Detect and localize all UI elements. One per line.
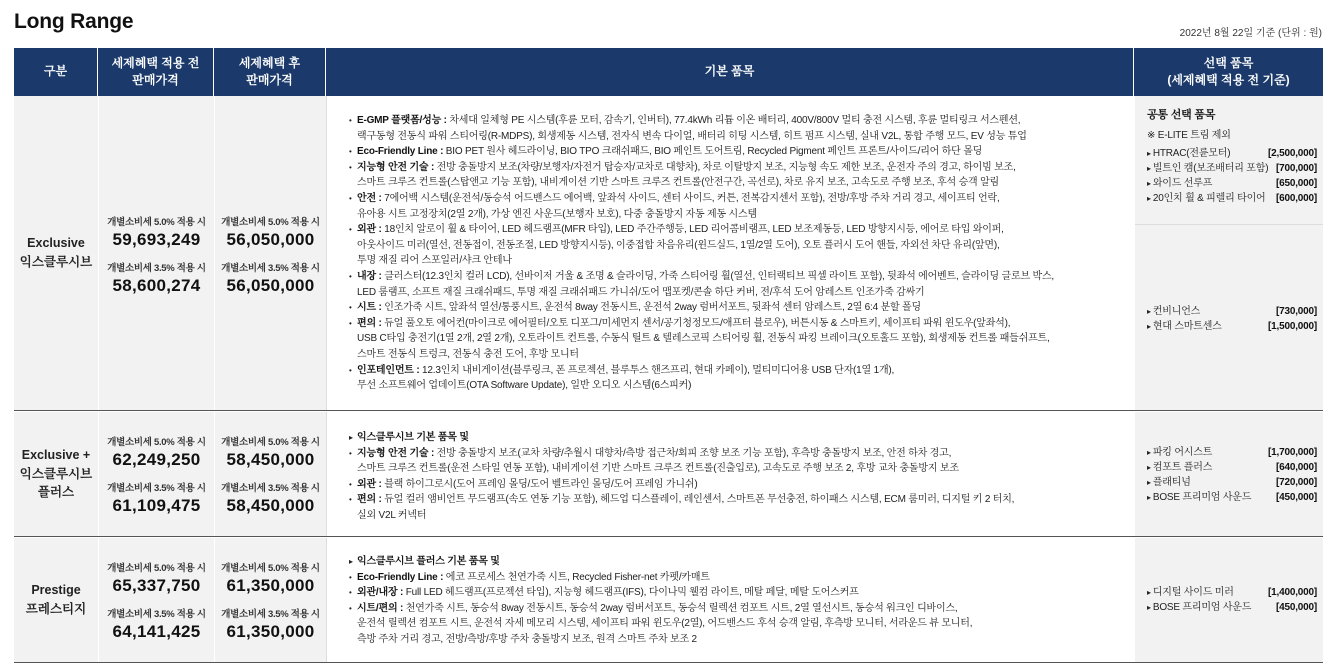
feature-text: BIO PET 원사 헤드라이닝, BIO TPO 크래쉬패드, BIO 페인트 도어트림, Recycled Pigment 페인트 프론트/사이드/리어 하단 몰딩 bbox=[443, 146, 983, 158]
option-name: ▸ 디지털 사이드 미러 bbox=[1147, 585, 1234, 600]
tax-label: 개별소비세 3.5% 적용 시 bbox=[221, 263, 320, 274]
tax-label: 개별소비세 5.0% 적용 시 bbox=[221, 563, 320, 574]
feature-key: 편의 : bbox=[357, 494, 382, 506]
price-value: 64,141,425 bbox=[112, 622, 201, 641]
feature-item: • E-GMP 플랫폼/성능 : 차세대 일체형 PE 시스템(후륜 모터, 감속기, 인버터), 77.4kWh 리튬 이온 배터리, 400V/800V 멀티 충전 시스템, 후륜 멀티링크 서스펜션, 랙구동형 전동식 파워 스티어링(R-MDPS), 회생제동 시스템, 전자식 변속 다이얼, 배터리 히팅 시스템, 히트 펌프 시스템, 실내 V2L, 통합 주행 모드, EV 성능 튜업 bbox=[349, 113, 1128, 144]
feature-item: • 안전 : 7에어백 시스템(운전석/동승석 어드밴스드 에어백, 앞좌석 사이드, 센터 사이드, 커튼, 전복감지센서 포함), 전방/후방 주차 거리 경고, 세이프티 언락, 유아용 시트 고정장치(2열 2개), 가상 엔진 사운드(보행자 보호), 다중 충돌방지 자동 제동 시스템 bbox=[349, 191, 1128, 222]
header-price-before bbox=[98, 48, 214, 96]
trim-name-kr: 익스클루시브 bbox=[19, 466, 93, 481]
header-price-before-line1: 세제혜택 적용 전 bbox=[111, 55, 200, 70]
basic-features-cell bbox=[326, 96, 1134, 410]
feature-text-cont: 측방 주차 거리 경고, 전방/측방/후방 주차 충돌방지 보조, 원격 스마트 주차 보조 2 bbox=[357, 633, 697, 645]
common-options-title: 공통 선택 품목 bbox=[1147, 109, 1216, 121]
option-price: [720,000] bbox=[1275, 477, 1317, 488]
feature-item: • 내장 : 클러스터(12.3인치 컬러 LCD), 선바이저 거울 & 조명 & 슬라이딩, 가죽 스티어링 휠(열선, 인터랙티브 픽셀 라이트 포함), 뒷좌석 에어벤트, 슬라이딩 글로브 박스, LED 룸램프, 소프트 재질 크래쉬패드, 투명 재질 크래쉬패드 가니쉬/도어 맵포켓/콘솔 하단 커버, 전/후석 도어 암레스트 인조가죽 감싸기 bbox=[349, 269, 1128, 300]
option-price: [1,700,000] bbox=[1268, 447, 1317, 458]
feature-key: 시트/편의 : bbox=[357, 602, 404, 614]
feature-text: 전방 충돌방지 보조(차량/보행자/자전거 탑승자/교차로 대향차), 차로 이탈방지 보조, 지능형 속도 제한 보조, 운전자 주의 경고, 하이빔 보조, bbox=[434, 161, 1016, 173]
header-basic-label: 기본 품목 bbox=[704, 64, 755, 79]
option-name: ▸ BOSE 프리미엄 사운드 bbox=[1147, 490, 1251, 505]
feature-text-cont: 유아용 시트 고정장치(2열 2개), 가상 엔진 사운드(보행자 보호), 다중 충돌방지 자동 제동 시스템 bbox=[357, 208, 757, 220]
option-item bbox=[1147, 191, 1317, 206]
option-name: ▸ HTRAC(전륜모터) bbox=[1147, 146, 1230, 161]
feature-item: • Eco-Friendly Line : BIO PET 원사 헤드라이닝, BIO TPO 크래쉬패드, BIO 페인트 도어트림, Recycled Pigment 페인트 프론트/사이드/리어 하단 몰딩 bbox=[349, 146, 983, 158]
price-before-cell bbox=[98, 96, 214, 410]
option-item bbox=[1147, 176, 1317, 191]
feature-text: 에코 프로세스 천연가죽 시트, Recycled Fisher-net 카펫/카매트 bbox=[443, 571, 710, 583]
option-name: ▸ 20인치 휠 & 피렐리 타이어 bbox=[1147, 191, 1266, 206]
trim-name-kr: 프레스티지 bbox=[25, 602, 87, 616]
header-options bbox=[1134, 48, 1323, 96]
feature-list bbox=[349, 430, 1128, 524]
feature-key: 외관/내장 : bbox=[357, 587, 404, 599]
trim-options bbox=[1147, 445, 1317, 505]
price-value: 61,350,000 bbox=[226, 622, 315, 641]
feature-text: 12.3인치 내비게이션(블루링크, 폰 프로젝션, 블루투스 핸즈프리, 현대 카페이), 멀티미디어용 USB 단자(1열 1개), bbox=[419, 364, 895, 376]
price-before-5 bbox=[99, 214, 214, 250]
price-value: 62,249,250 bbox=[112, 450, 201, 469]
feature-text: 18인치 알로이 휠 & 타이어, LED 헤드램프(MFR 타입), LED 주간주행등, LED 리어콤비램프, LED 보조제동등, LED 방향지시등, 에어로 타입 와이퍼, bbox=[381, 224, 1004, 236]
feature-key: 익스클루시브 기본 품목 및 bbox=[357, 432, 469, 443]
header-basic bbox=[326, 48, 1134, 96]
price-value: 58,450,000 bbox=[226, 496, 315, 515]
trim-name bbox=[14, 96, 98, 410]
feature-text: 듀얼 컬러 앰비언트 무드램프(속도 연동 기능 포함), 헤드업 디스플레이, 레인센서, 스마트폰 무선충전, 하이패스 시스템, ECM 룸미러, 디지털 키 2 터치, bbox=[381, 494, 1015, 506]
feature-key: 외관 : bbox=[357, 478, 382, 490]
table-row-exclusive-plus bbox=[14, 412, 1323, 537]
price-before-5 bbox=[99, 560, 214, 596]
option-name: ▸ 현대 스마트센스 bbox=[1147, 319, 1222, 334]
trim-name-kr2: 플러스 bbox=[37, 485, 75, 500]
feature-item: ▸ 익스클루시브 플러스 기본 품목 및 bbox=[349, 556, 500, 567]
trim-name bbox=[14, 412, 98, 536]
price-after-5 bbox=[215, 434, 326, 470]
price-value: 59,693,249 bbox=[112, 230, 201, 249]
feature-key: 인포테인먼트 : bbox=[357, 364, 420, 376]
option-item bbox=[1147, 460, 1317, 475]
header-gubun-label: 구분 bbox=[43, 64, 68, 79]
option-price: [600,000] bbox=[1275, 193, 1317, 204]
feature-list bbox=[349, 113, 1128, 394]
option-name: ▸ 빌트인 캠(보조배터리 포함) bbox=[1147, 161, 1268, 176]
feature-key: 시트 : bbox=[357, 302, 382, 314]
feature-item: • 지능형 안전 기술 : 전방 충돌방지 보조(교차 차량/추월시 대향차/측방 접근차/회피 조향 보조 기능 포함), 후측방 충돌방지 보조, 안전 하차 경고, 스마트 크루즈 컨트롤(운전 스타일 연동 포함), 내비게이션 기반 스마트 크루즈 컨트롤(진출입로), 고속도로 주행 보조 2, 후방 교차 충돌방지 보조 bbox=[349, 446, 1128, 477]
feature-key: 편의 : bbox=[357, 317, 382, 329]
date-note: 2022년 8월 22일 기준 (단위 : 원) bbox=[1179, 28, 1322, 39]
price-value: 65,337,750 bbox=[112, 576, 201, 595]
feature-key: 안전 : bbox=[357, 192, 382, 204]
option-price: [1,500,000] bbox=[1268, 321, 1317, 332]
feature-key: 지능형 안전 기술 : bbox=[357, 161, 435, 173]
price-before-35 bbox=[99, 260, 214, 296]
tax-label: 개별소비세 5.0% 적용 시 bbox=[221, 437, 320, 448]
header-gubun bbox=[14, 48, 98, 96]
tax-label: 개별소비세 3.5% 적용 시 bbox=[107, 263, 206, 274]
option-price: [2,500,000] bbox=[1268, 148, 1317, 159]
options-cell bbox=[1134, 412, 1323, 536]
option-price: [450,000] bbox=[1275, 602, 1317, 613]
option-price: [450,000] bbox=[1275, 492, 1317, 503]
feature-text-cont: 무선 소프트웨어 업데이트(OTA Software Update), 일반 오디오 시스템(6스피커) bbox=[357, 380, 692, 392]
feature-text: 듀얼 풀오토 에어컨(마이크로 에어필터/오토 디포그/미세먼지 센서/공기청정모드/애프터 블로우), 버튼시동 & 스마트키, 세이프티 파워 윈도우(앞좌석), bbox=[381, 317, 1011, 329]
tax-label: 개별소비세 5.0% 적용 시 bbox=[221, 217, 320, 228]
feature-key: 내장 : bbox=[357, 270, 382, 282]
feature-key: 외관 : bbox=[357, 224, 382, 236]
feature-key: Eco-Friendly Line : bbox=[357, 571, 444, 583]
feature-text: 천연가죽 시트, 동승석 8way 전동시트, 동승석 2way 럼버서포트, 동승석 릴렉션 컴포트 시트, 2열 열선시트, 동승석 워크인 디바이스, bbox=[403, 602, 958, 614]
trim-name-en: Prestige bbox=[31, 583, 81, 598]
feature-text-cont: 아웃사이드 미러(열선, 전동접이, 전동조절, LED 방향지시등), 이중접합 차음유리(윈드실드, 1열/2열 도어), 오토 플러시 도어 핸들, 자외선 차단 유리(앞면), bbox=[357, 239, 1000, 251]
header-price-after-line1: 세제혜택 후 bbox=[238, 55, 301, 70]
option-item bbox=[1147, 146, 1317, 161]
feature-text-cont: 투명 재질 리어 스포일러/샤크 안테나 bbox=[357, 255, 512, 267]
tax-label: 개별소비세 5.0% 적용 시 bbox=[107, 563, 206, 574]
option-name: ▸ 컨비니언스 bbox=[1147, 304, 1200, 319]
price-before-35 bbox=[99, 480, 214, 516]
price-before-35 bbox=[99, 606, 214, 642]
option-name: ▸ BOSE 프리미엄 사운드 bbox=[1147, 600, 1251, 615]
feature-item: • 외관/내장 : Full LED 헤드램프(프로젝션 타입), 지능형 헤드램프(IFS), 다이나믹 웰컴 라이트, 메탈 페달, 메탈 도어스커프 bbox=[349, 587, 859, 599]
feature-text-cont: USB C타입 충전기(1열 2개, 2열 2개), 오토라이트 컨트롤, 수동식 틸트 & 텔레스코픽 스티어링 휠, 전동식 파킹 브레이크(오토홀드 포함), 회생제동 컨트롤 패들쉬프트, bbox=[357, 333, 1050, 345]
table-row-exclusive bbox=[14, 96, 1323, 411]
price-before-5 bbox=[99, 434, 214, 470]
feature-text: 인조가죽 시트, 앞좌석 열선/통풍시트, 운전석 8way 전동시트, 운전석 2way 럼버서포트, 뒷좌석 센터 암레스트, 2열 6:4 분할 폴딩 bbox=[381, 302, 921, 314]
tax-label: 개별소비세 5.0% 적용 시 bbox=[107, 217, 206, 228]
feature-item: • 외관 : 블랙 하이그로시(도어 프레임 몰딩/도어 벨트라인 몰딩/도어 프레임 가니쉬) bbox=[349, 478, 698, 490]
feature-text: Full LED 헤드램프(프로젝션 타입), 지능형 헤드램프(IFS), 다이나믹 웰컴 라이트, 메탈 페달, 메탈 도어스커프 bbox=[403, 587, 859, 599]
feature-item: ▸ 익스클루시브 기본 품목 및 bbox=[349, 432, 469, 443]
feature-item: • 편의 : 듀얼 풀오토 에어컨(마이크로 에어필터/오토 디포그/미세먼지 센서/공기청정모드/애프터 블로우), 버튼시동 & 스마트키, 세이프티 파워 윈도우(앞좌석), USB C타입 충전기(1열 2개, 2열 2개), 오토라이트 컨트롤, 수동식 틸트 & 텔레스코픽 스티어링 휠, 전동식 파킹 브레이크(오토홀드 포함), 회생제동 컨트롤 패들쉬프트, 스마트 전동식 트렁크, 전동식 충전 도어, 후방 모니터 bbox=[349, 316, 1128, 363]
feature-key: Eco-Friendly Line : bbox=[357, 146, 444, 158]
trim-options bbox=[1147, 585, 1317, 615]
tax-label: 개별소비세 3.5% 적용 시 bbox=[107, 483, 206, 494]
price-value: 58,600,274 bbox=[112, 276, 201, 295]
feature-item: • 지능형 안전 기술 : 전방 충돌방지 보조(차량/보행자/자전거 탑승자/교차로 대향차), 차로 이탈방지 보조, 지능형 속도 제한 보조, 운전자 주의 경고, 하이빔 보조, 스마트 크루즈 컨트롤(스탑앤고 기능 포함), 내비게이션 기반 스마트 크루즈 컨트롤(안전구간, 곡선로), 차로 유지 보조, 고속도로 주행 보조, 후석 승객 알림 bbox=[349, 160, 1128, 191]
header-price-before-line2: 판매가격 bbox=[132, 73, 179, 87]
feature-item: • 외관 : 18인치 알로이 휠 & 타이어, LED 헤드램프(MFR 타입), LED 주간주행등, LED 리어콤비램프, LED 보조제동등, LED 방향지시등, 에어로 타입 와이퍼, 아웃사이드 미러(열선, 전동접이, 전동조절, LED 방향지시등), 이중접합 차음유리(윈드실드, 1열/2열 도어), 오토 플러시 도어 핸들, 자외선 차단 유리(앞면), 투명 재질 리어 스포일러/샤크 안테나 bbox=[349, 222, 1128, 269]
price-before-cell bbox=[98, 412, 214, 536]
price-value: 56,050,000 bbox=[226, 230, 315, 249]
feature-item: • 시트/편의 : 천연가죽 시트, 동승석 8way 전동시트, 동승석 2way 럼버서포트, 동승석 릴렉션 컴포트 시트, 2열 열선시트, 동승석 워크인 디바이스, 운전석 릴렉션 컴포트 시트, 운전석 자세 메모리 시스템, 세이프티 파워 윈도우(2열), 어드밴스드 후석 승객 알림, 후측방 모니터, 서라운드 뷰 모니터, 측방 주차 거리 경고, 전방/측방/후방 주차 충돌방지 보조, 원격 스마트 주차 보조 2 bbox=[349, 601, 1128, 648]
trim-name-en: Exclusive + bbox=[21, 447, 91, 462]
feature-list bbox=[349, 554, 1128, 648]
feature-text-cont: 랙구동형 전동식 파워 스티어링(R-MDPS), 회생제동 시스템, 전자식 변속 다이얼, 배터리 히팅 시스템, 히트 펌프 시스템, 실내 V2L, 통합 주행 모드, EV 성능 튜업 bbox=[357, 130, 1027, 142]
option-item bbox=[1147, 161, 1317, 176]
option-name: ▸ 파킹 어시스트 bbox=[1147, 445, 1212, 460]
feature-text-cont: 운전석 릴렉션 컴포트 시트, 운전석 자세 메모리 시스템, 세이프티 파워 윈도우(2열), 어드밴스드 후석 승객 알림, 후측방 모니터, 서라운드 뷰 모니터, bbox=[357, 618, 973, 630]
price-after-cell bbox=[214, 412, 326, 536]
feature-text-cont: 스마트 전동식 트렁크, 전동식 충전 도어, 후방 모니터 bbox=[357, 348, 579, 360]
trim-options bbox=[1147, 304, 1317, 334]
trim-name-kr: 익스클루시브 bbox=[19, 255, 93, 269]
header-price-after bbox=[214, 48, 326, 96]
feature-item: • Eco-Friendly Line : 에코 프로세스 천연가죽 시트, Recycled Fisher-net 카펫/카매트 bbox=[349, 571, 710, 583]
price-after-cell bbox=[214, 538, 326, 662]
option-item bbox=[1147, 304, 1317, 319]
option-name: ▸ 와이드 선루프 bbox=[1147, 176, 1212, 191]
price-after-35 bbox=[215, 606, 326, 642]
feature-key: 익스클루시브 플러스 기본 품목 및 bbox=[357, 556, 500, 567]
tax-label: 개별소비세 5.0% 적용 시 bbox=[107, 437, 206, 448]
price-after-cell bbox=[214, 96, 326, 410]
page-title: Long Range bbox=[14, 10, 134, 33]
table-header bbox=[14, 48, 1323, 96]
option-item bbox=[1147, 319, 1317, 334]
feature-item: • 인포테인먼트 : 12.3인치 내비게이션(블루링크, 폰 프로젝션, 블루투스 핸즈프리, 현대 카페이), 멀티미디어용 USB 단자(1열 1개), 무선 소프트웨어 업데이트(OTA Software Update), 일반 오디오 시스템(6스피커) bbox=[349, 363, 1128, 394]
feature-text: 차세대 일체형 PE 시스템(후륜 모터, 감속기, 인버터), 77.4kWh 리튬 이온 배터리, 400V/800V 멀티 충전 시스템, 후륜 멀티링크 서스펜션, bbox=[446, 115, 1021, 126]
price-after-35 bbox=[215, 260, 326, 296]
feature-text: 7에어백 시스템(운전석/동승석 어드밴스드 에어백, 앞좌석 사이드, 센터 사이드, 커튼, 전복감지센서 포함), 전방/후방 주차 거리 경고, 세이프티 언락, bbox=[381, 192, 1000, 204]
feature-key: 지능형 안전 기술 : bbox=[357, 447, 435, 459]
option-item bbox=[1147, 490, 1317, 505]
price-value: 61,109,475 bbox=[112, 496, 201, 515]
price-value: 61,350,000 bbox=[226, 576, 315, 595]
price-before-cell bbox=[98, 538, 214, 662]
option-price: [700,000] bbox=[1275, 163, 1317, 174]
feature-text-cont: 스마트 크루즈 컨트롤(스탑앤고 기능 포함), 내비게이션 기반 스마트 크루즈 컨트롤(안전구간, 곡선로), 차로 유지 보조, 고속도로 주행 보조, 후석 승객 알림 bbox=[357, 177, 999, 189]
common-options bbox=[1147, 108, 1317, 206]
option-item bbox=[1147, 475, 1317, 490]
option-name: ▸ 컴포트 플러스 bbox=[1147, 460, 1212, 475]
options-divider bbox=[1135, 224, 1323, 225]
option-price: [640,000] bbox=[1275, 462, 1317, 473]
feature-key: E-GMP 플랫폼/성능 : bbox=[357, 115, 447, 126]
table-row-prestige bbox=[14, 538, 1323, 663]
price-value: 56,050,000 bbox=[226, 276, 315, 295]
header-options-line2: (세제혜택 적용 전 기준) bbox=[1167, 73, 1290, 87]
option-price: [730,000] bbox=[1275, 306, 1317, 317]
price-value: 58,450,000 bbox=[226, 450, 315, 469]
basic-features-cell bbox=[326, 412, 1134, 536]
tax-label: 개별소비세 3.5% 적용 시 bbox=[221, 609, 320, 620]
option-name: ▸ 플래티넘 bbox=[1147, 475, 1191, 490]
feature-text: 전방 충돌방지 보조(교차 차량/추월시 대향차/측방 접근차/회피 조향 보조 기능 포함), 후측방 충돌방지 보조, 안전 하차 경고, bbox=[434, 447, 952, 459]
header-options-line1: 선택 품목 bbox=[1203, 55, 1254, 70]
option-price: [650,000] bbox=[1275, 178, 1317, 189]
feature-text-cont: 실외 V2L 커넥터 bbox=[357, 509, 427, 521]
price-after-5 bbox=[215, 214, 326, 250]
feature-text: 클러스터(12.3인치 컬러 LCD), 선바이저 거울 & 조명 & 슬라이딩, 가죽 스티어링 휠(열선, 인터랙티브 픽셀 라이트 포함), 뒷좌석 에어벤트, 슬라이딩 글로브 박스, bbox=[381, 270, 1055, 282]
header-price-after-line2: 판매가격 bbox=[246, 73, 293, 87]
basic-features-cell bbox=[326, 538, 1134, 662]
options-cell bbox=[1134, 538, 1323, 662]
feature-item: • 편의 : 듀얼 컬러 앰비언트 무드램프(속도 연동 기능 포함), 헤드업 디스플레이, 레인센서, 스마트폰 무선충전, 하이패스 시스템, ECM 룸미러, 디지털 키 2 터치, 실외 V2L 커넥터 bbox=[349, 492, 1128, 523]
price-after-35 bbox=[215, 480, 326, 516]
trim-name-en: Exclusive bbox=[27, 236, 85, 251]
trim-name bbox=[14, 538, 98, 662]
option-item bbox=[1147, 585, 1317, 600]
options-cell bbox=[1134, 96, 1323, 410]
option-item bbox=[1147, 600, 1317, 615]
price-after-5 bbox=[215, 560, 326, 596]
feature-text-cont: LED 룸램프, 소프트 재질 크래쉬패드, 투명 재질 크래쉬패드 가니쉬/도어 맵포켓/콘솔 하단 커버, 전/후석 도어 암레스트 인조가죽 감싸기 bbox=[357, 286, 925, 298]
tax-label: 개별소비세 3.5% 적용 시 bbox=[221, 483, 320, 494]
feature-item: • 시트 : 인조가죽 시트, 앞좌석 열선/통풍시트, 운전석 8way 전동시트, 운전석 2way 럼버서포트, 뒷좌석 센터 암레스트, 2열 6:4 분할 폴딩 bbox=[349, 302, 921, 314]
option-price: [1,400,000] bbox=[1268, 587, 1317, 598]
option-item bbox=[1147, 445, 1317, 460]
tax-label: 개별소비세 3.5% 적용 시 bbox=[107, 609, 206, 620]
feature-text-cont: 스마트 크루즈 컨트롤(운전 스타일 연동 포함), 내비게이션 기반 스마트 크루즈 컨트롤(진출입로), 고속도로 주행 보조 2, 후방 교차 충돌방지 보조 bbox=[357, 463, 959, 475]
feature-text: 블랙 하이그로시(도어 프레임 몰딩/도어 벨트라인 몰딩/도어 프레임 가니쉬) bbox=[381, 478, 698, 490]
common-options-note: ※ E-LITE 트림 제외 bbox=[1147, 130, 1231, 141]
